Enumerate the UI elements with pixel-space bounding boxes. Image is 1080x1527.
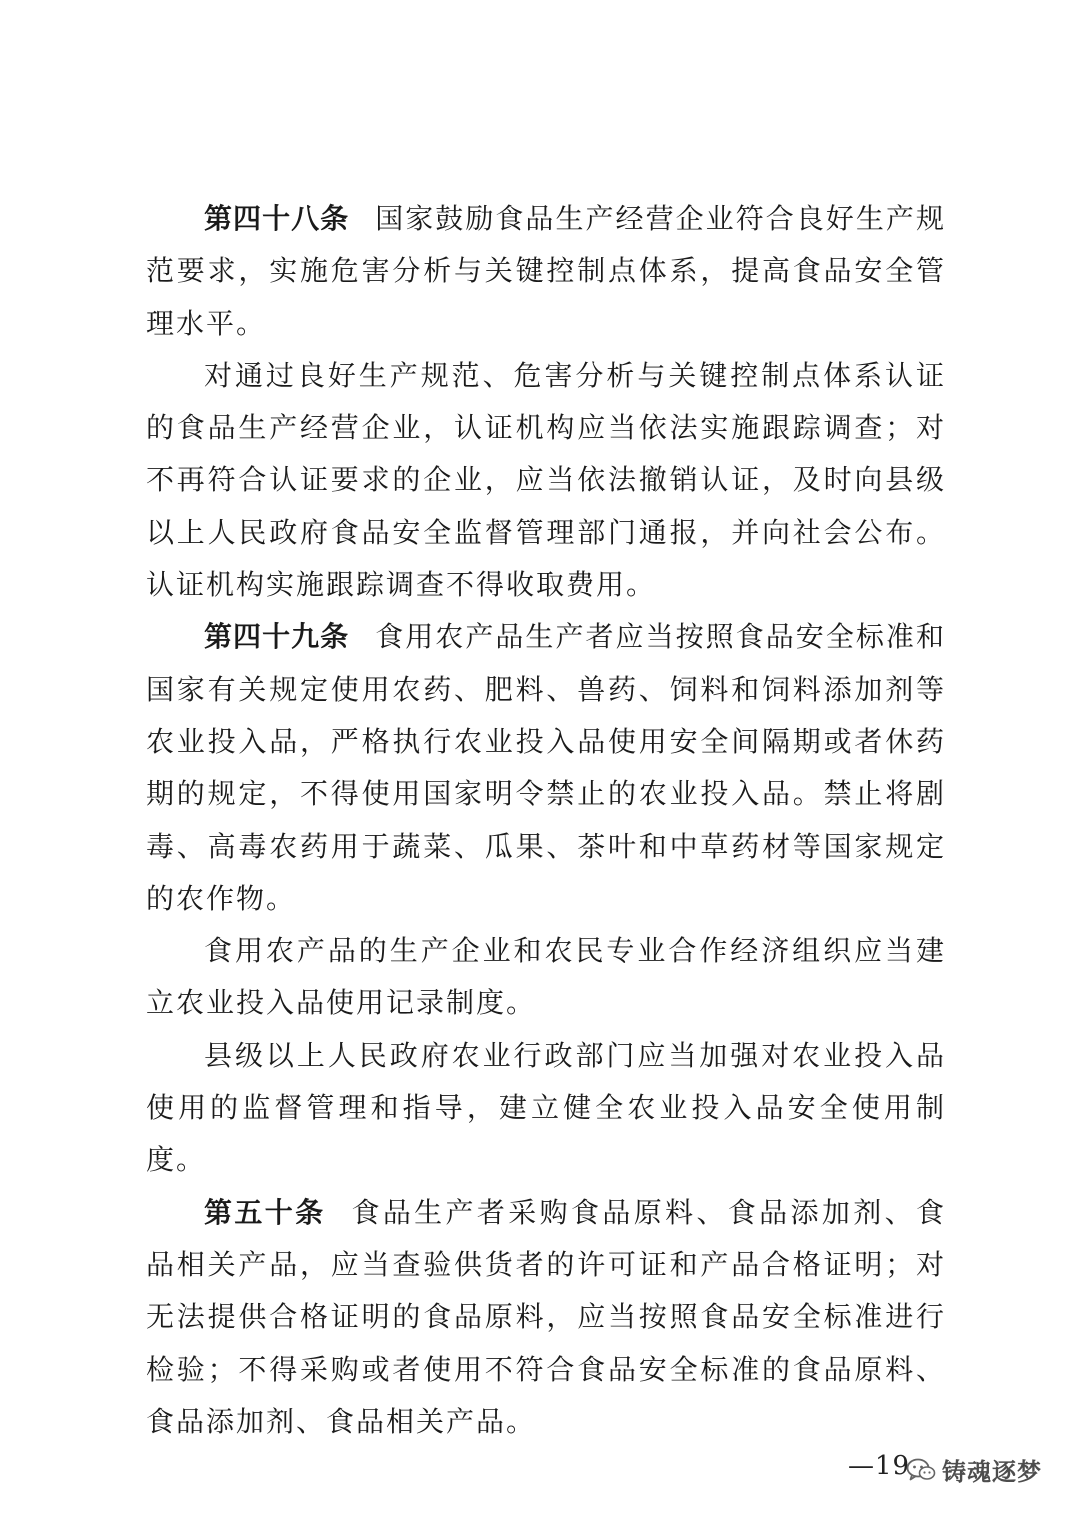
page-number: —19 [848, 1451, 911, 1481]
article-number: 第四十八条 [204, 202, 350, 235]
watermark [906, 1452, 1042, 1487]
document-body [146, 193, 946, 1448]
wechat-icon [906, 1457, 936, 1483]
article-48-paragraph [146, 193, 946, 350]
article-number: 第四十九条 [204, 620, 350, 654]
watermark-text: 铸魂逐梦 [942, 1458, 1042, 1486]
paragraph-text: 食用农产品生产者应当按照食品安全标准和国家有关规定使用农药、肥料、兽药、饲料和饲料添加剂等农业投入品，严格执行农业投入品使用安全间隔期或者休药期的规定，不得使用国家明令禁止的农业投入品。禁止将剧毒、高毒农药用于蔬菜、瓜果、茶叶和中草药材等国家规定的农作物。 [146, 620, 946, 915]
paragraph-text: 对通过良好生产规范、危害分析与关键控制点体系认证的食品生产经营企业，认证机构应当依法实施跟踪调查；对不再符合认证要求的企业，应当依法撤销认证，及时向县级以上人民政府食品安全监督管理部门通报，并向社会公布。认证机构实施跟踪调查不得收取费用。 [146, 358, 946, 602]
article-49-paragraph [146, 611, 946, 925]
article-48-paragraph-2 [146, 350, 946, 611]
article-50-paragraph [146, 1187, 946, 1448]
paragraph-text: 食用农产品的生产企业和农民专业合作经济组织应当建立农业投入品使用记录制度。 [146, 934, 946, 1020]
paragraph-text: 国家鼓励食品生产经营企业符合良好生产规范要求，实施危害分析与关键控制点体系，提高食品安全管理水平。 [146, 202, 946, 340]
paragraph-text: 县级以上人民政府农业行政部门应当加强对农业投入品使用的监督管理和指导，建立健全农业投入品安全使用制度。 [146, 1038, 946, 1177]
paragraph-text: 食品生产者采购食品原料、食品添加剂、食品相关产品，应当查验供货者的许可证和产品合格证明；对无法提供合格证明的食品原料，应当按照食品安全标准进行检验；不得采购或者使用不符合食品安全标准的食品原料、食品添加剂、食品相关产品。 [146, 1195, 946, 1438]
article-49-paragraph-2 [146, 925, 946, 1030]
article-number: 第五十条 [204, 1195, 326, 1229]
article-49-paragraph-3 [146, 1030, 946, 1187]
